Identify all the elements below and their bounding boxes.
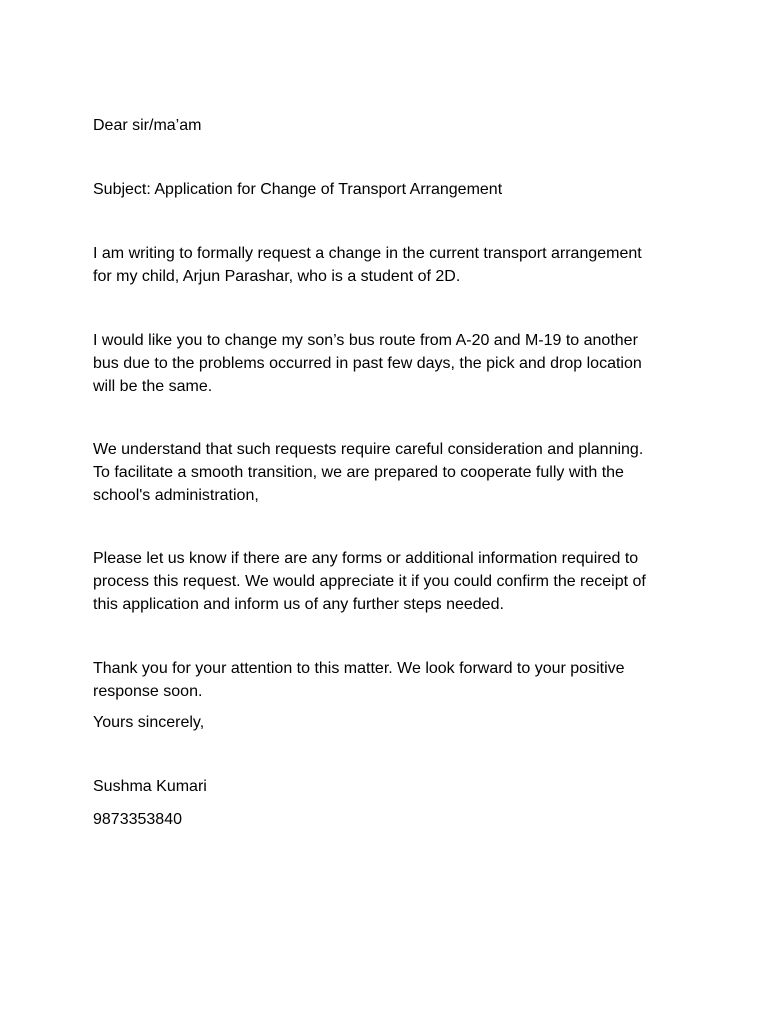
closing: Yours sincerely, (93, 714, 205, 731)
paragraph-confirmation: Please let us know if there are any forms or additional information required to process this request. We would appreciate it if you could confirm the receipt of this application and inform us of any further steps needed. (93, 550, 646, 613)
paragraph-thanks: Thank you for your attention to this matter. We look forward to your positive response soon. (93, 660, 625, 700)
sender-phone: 9873353840 (93, 811, 182, 828)
salutation: Dear sir/ma’am (93, 117, 202, 134)
subject-line: Subject: Application for Change of Transport Arrangement (93, 181, 503, 198)
paragraph-request: I am writing to formally request a change in the current transport arrangement for my child, Arjun Parashar, who is a student of 2D. (93, 245, 642, 285)
sender-name: Sushma Kumari (93, 778, 207, 795)
paragraph-cooperation: We understand that such requests require careful consideration and planning. To facilitate a smooth transition, we are prepared to cooperate fully with the school's administration, (93, 441, 644, 504)
paragraph-route-change: I would like you to change my son’s bus route from A-20 and M-19 to another bus due to the problems occurred in past few days, the pick and drop location will be the same. (93, 332, 642, 395)
